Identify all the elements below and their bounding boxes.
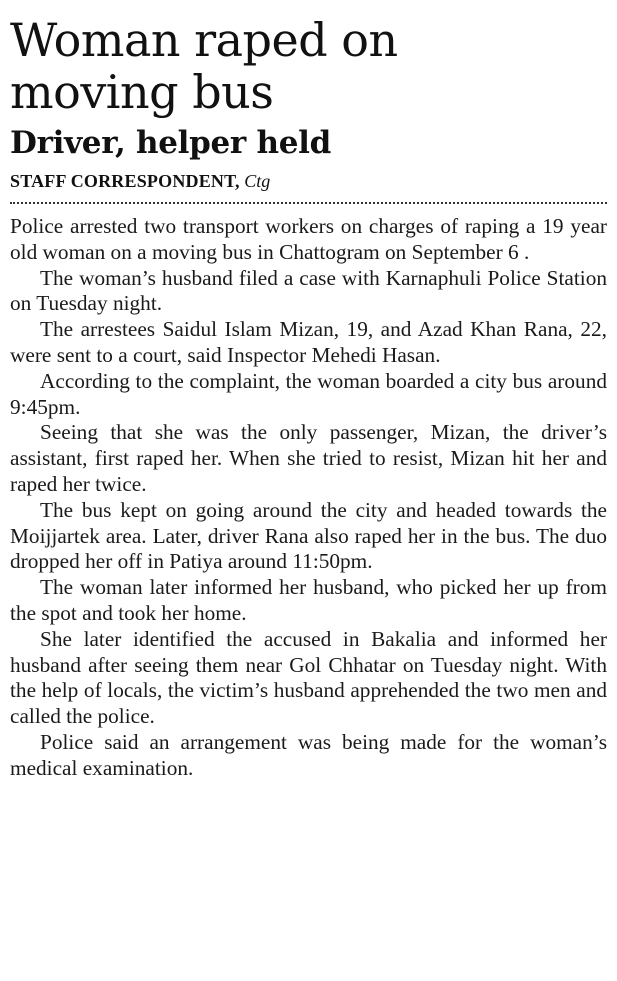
paragraph: The woman’s husband filed a case with Karnaphuli Police Station on Tuesday night. bbox=[10, 265, 607, 316]
paragraph: Police said an arrangement was being made for the woman’s medical examination. bbox=[10, 729, 607, 780]
paragraph: She later identified the accused in Bakalia and informed her husband after seeing them near Gol Chhatar on Tuesday night. With the help of locals, the victim’s husband apprehended the two men and called the police. bbox=[10, 626, 607, 729]
paragraph: Seeing that she was the only passenger, Mizan, the driver’s assistant, first raped her. When she tried to resist, Mizan hit her and raped her twice. bbox=[10, 420, 607, 496]
dotted-divider bbox=[10, 202, 607, 204]
byline-author: STAFF CORRESPONDENT, bbox=[10, 171, 240, 191]
news-article bbox=[10, 14, 607, 782]
article-body bbox=[10, 214, 607, 782]
headline bbox=[10, 14, 607, 118]
paragraph: The woman later informed her husband, who picked her up from the spot and took her home. bbox=[10, 575, 607, 625]
paragraph: The arrestees Saidul Islam Mizan, 19, and Azad Khan Rana, 22, were sent to a court, said Inspector Mehedi Hasan. bbox=[10, 317, 607, 367]
headline-line-1: Woman raped on bbox=[10, 13, 398, 67]
paragraph: According to the complaint, the woman boarded a city bus around 9:45pm. bbox=[10, 368, 607, 419]
subheadline: Driver, helper held bbox=[10, 125, 331, 161]
headline-line-2: moving bus bbox=[10, 65, 274, 119]
paragraph: The bus kept on going around the city and headed towards the Moijjartek area. Later, driver Rana also raped her in the bus. The duo dropped her off in Patiya around 11:50pm. bbox=[10, 497, 607, 574]
byline-location: Ctg bbox=[244, 171, 271, 191]
byline bbox=[10, 169, 607, 193]
paragraph: Police arrested two transport workers on charges of raping a 19 year old woman on a moving bus in Chattogram on September 6 . bbox=[10, 214, 607, 264]
